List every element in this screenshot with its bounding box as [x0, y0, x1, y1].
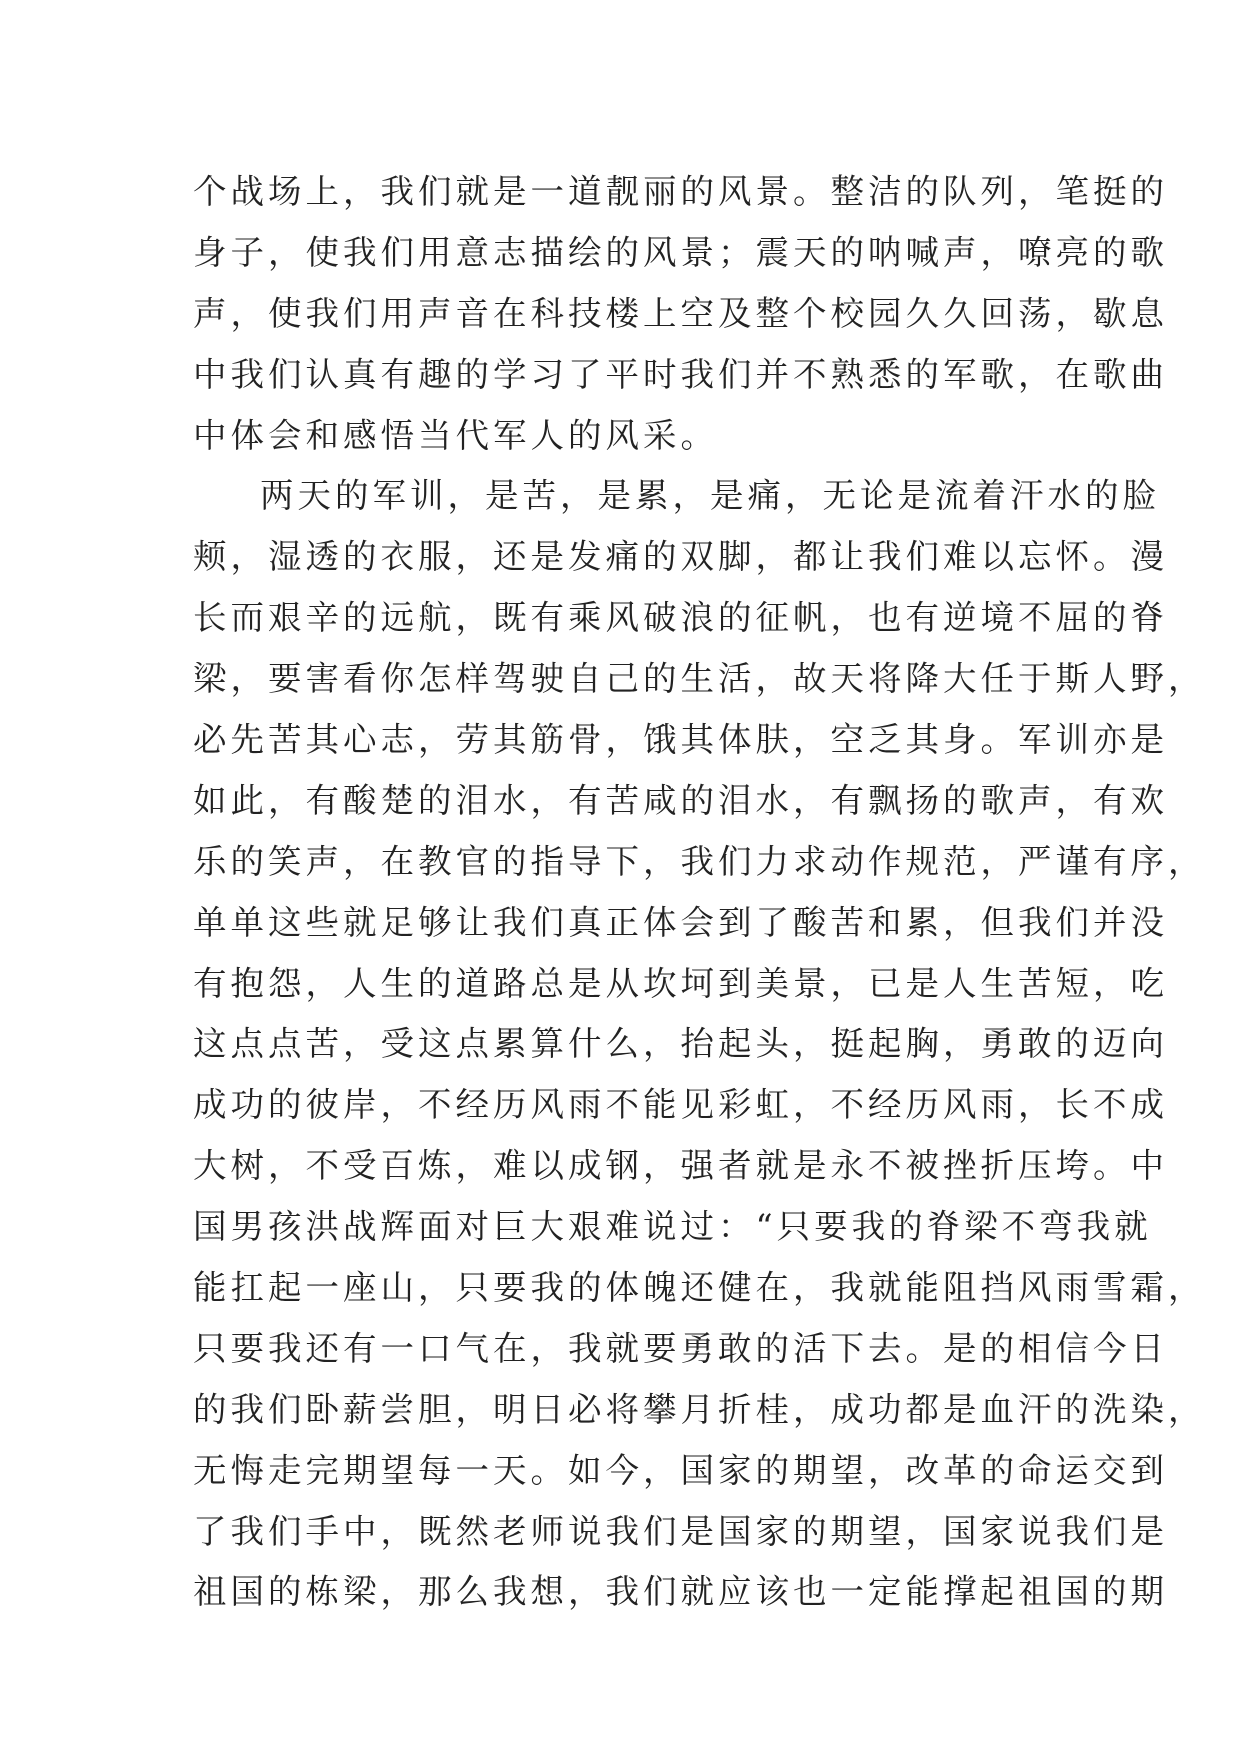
- paragraph-line: 能扛起一座山，只要我的体魄还健在，我就能阻挡风雨雪霜，: [193, 1268, 1206, 1308]
- paragraph-line: 中我们认真有趣的学习了平时我们并不熟悉的军歌，在歌曲: [193, 354, 1168, 394]
- paragraph-line: 的我们卧薪尝胆，明日必将攀月折桂，成功都是血汗的洗染，: [193, 1389, 1206, 1429]
- paragraph-1: [193, 162, 1168, 466]
- paragraph-line: 单单这些就足够让我们真正体会到了酸苦和累，但我们并没: [193, 902, 1168, 942]
- paragraph-line: 祖国的栋梁，那么我想，我们就应该也一定能撑起祖国的期: [193, 1572, 1168, 1612]
- paragraph-line: 这点点苦，受这点累算什么，抬起头，挺起胸，勇敢的迈向: [193, 1024, 1168, 1064]
- paragraph-line: 必先苦其心志，劳其筋骨，饿其体肤，空乏其身。军训亦是: [193, 720, 1168, 760]
- paragraph-line: 只要我还有一口气在，我就要勇敢的活下去。是的相信今日: [193, 1328, 1168, 1368]
- paragraph-line: 国男孩洪战辉面对巨大艰难说过：“只要我的脊梁不弯我就: [193, 1207, 1152, 1247]
- paragraph-2: [193, 466, 1206, 1623]
- paragraph-line: 成功的彼岸，不经历风雨不能见彩虹，不经历风雨，长不成: [193, 1085, 1168, 1125]
- paragraph-line: 声，使我们用声音在科技楼上空及整个校园久久回荡，歇息: [193, 293, 1168, 333]
- paragraph-line: 有抱怨，人生的道路总是从坎坷到美景，已是人生苦短，吃: [193, 963, 1168, 1003]
- paragraph-line: 颊，湿透的衣服，还是发痛的双脚，都让我们难以忘怀。漫: [193, 537, 1168, 577]
- paragraph-line: 中体会和感悟当代军人的风采。: [193, 415, 718, 455]
- paragraph-line: 无悔走完期望每一天。如今，国家的期望，改革的命运交到: [193, 1450, 1168, 1490]
- paragraph-line: 如此，有酸楚的泪水，有苦咸的泪水，有飘扬的歌声，有欢: [193, 780, 1168, 820]
- paragraph-line: 长而艰辛的远航，既有乘风破浪的征帆，也有逆境不屈的脊: [193, 598, 1168, 638]
- paragraph-line: 乐的笑声，在教官的指导下，我们力求动作规范，严谨有序，: [193, 841, 1206, 881]
- paragraph-first-line: 两天的军训，是苦，是累，是痛，无论是流着汗水的脸: [260, 476, 1160, 516]
- paragraph-line: 了我们手中，既然老师说我们是国家的期望，国家说我们是: [193, 1511, 1168, 1551]
- paragraph-line: 大树，不受百炼，难以成钢，强者就是永不被挫折压垮。中: [193, 1146, 1168, 1186]
- paragraph-line: 个战场上，我们就是一道靓丽的风景。整洁的队列，笔挺的: [193, 172, 1168, 211]
- paragraph-line: 梁，要害看你怎样驾驶自己的生活，故天将降大任于斯人野，: [193, 659, 1206, 699]
- document-body: [193, 162, 1206, 1623]
- paragraph-line: 身子，使我们用意志描绘的风景；震天的呐喊声，嘹亮的歌: [193, 232, 1168, 272]
